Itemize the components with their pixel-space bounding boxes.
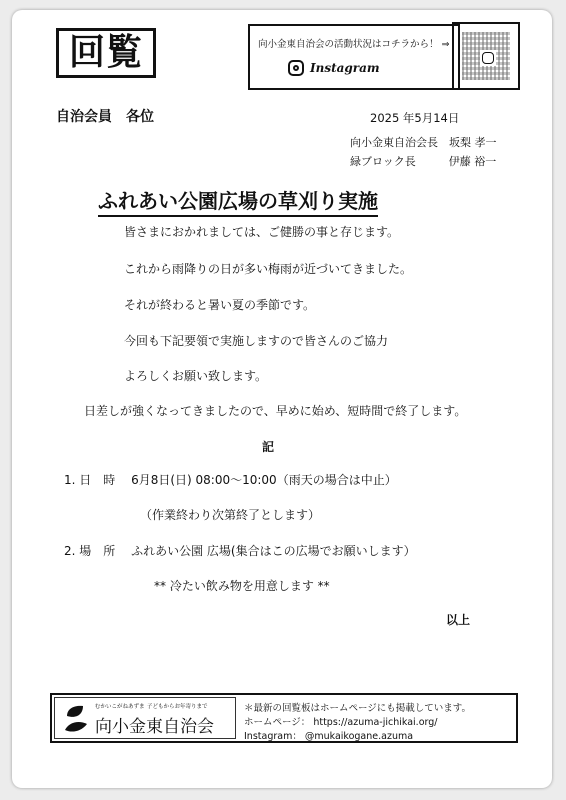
footer-instagram[interactable]: Instagram： @mukaikogane.azuma: [244, 731, 414, 742]
ki-heading: 記: [262, 440, 275, 454]
circular-sheet: [12, 10, 552, 788]
paragraph-cooperation: 今回も下記要領で実施しますので皆さんのご協力: [124, 334, 389, 348]
org-tagline: 子どもからお年寄りまで: [147, 704, 208, 710]
item-datetime-note: （作業終わり次第終了とします）: [140, 508, 321, 522]
addressee: 自治会員 各位: [56, 109, 154, 125]
notice-title: ふれあい公園広場の草刈り実施: [98, 185, 378, 217]
org-logo-block: [54, 697, 236, 739]
paragraph-greeting: 皆さまにおかれましては、ご健勝の事と存じます。: [124, 225, 400, 239]
kairan-label: 回覧: [56, 28, 156, 78]
paragraph-schedule-note: 日差しが強くなってきましたので、早めに始め、短時間で終了します。: [84, 404, 467, 418]
closing: 以上: [446, 613, 471, 627]
sender-chairman: 向小金東自治会長 坂梨 孝一: [350, 136, 497, 149]
instagram-caption: 向小金東自治会の活動状況はコチラから！ ⇒: [258, 39, 450, 50]
qr-center: [480, 50, 496, 66]
item-datetime: 1. 日 時 6月8日(日) 08:00～10:00（雨天の場合は中止）: [64, 473, 397, 487]
org-name: 向小金東自治会: [95, 717, 214, 737]
footer-homepage[interactable]: ホームページ： https://azuma-jichikai.org/: [244, 717, 438, 728]
paragraph-rainy-season: これから雨降りの日が多い梅雨が近づいてきました。: [124, 262, 413, 276]
instagram-wordmark: Instagram: [310, 61, 380, 75]
footer-notice: ＊最新の回覧板はホームページにも掲載しています。: [244, 703, 472, 714]
leaf-logo-icon: [63, 704, 89, 734]
org-ruby: むかいこがねあずま: [95, 704, 145, 710]
footer: [50, 693, 518, 743]
instagram-box: [248, 24, 460, 90]
item-place: 2. 場 所 ふれあい公園 広場(集合はこの広場でお願いします）: [64, 544, 416, 558]
sender-block-leader: 緑ブロック長 伊藤 裕一: [350, 155, 497, 168]
instagram-logo-icon: [288, 60, 304, 76]
paragraph-summer: それが終わると暑い夏の季節です。: [124, 298, 316, 312]
qr-code-icon[interactable]: [452, 22, 520, 90]
paragraph-request: よろしくお願い致します。: [124, 369, 268, 383]
drinks-note: ** 冷たい飲み物を用意します **: [154, 579, 330, 593]
issue-date: 2025 年5月14日: [370, 111, 460, 125]
qr-instagram-icon: [482, 52, 494, 64]
